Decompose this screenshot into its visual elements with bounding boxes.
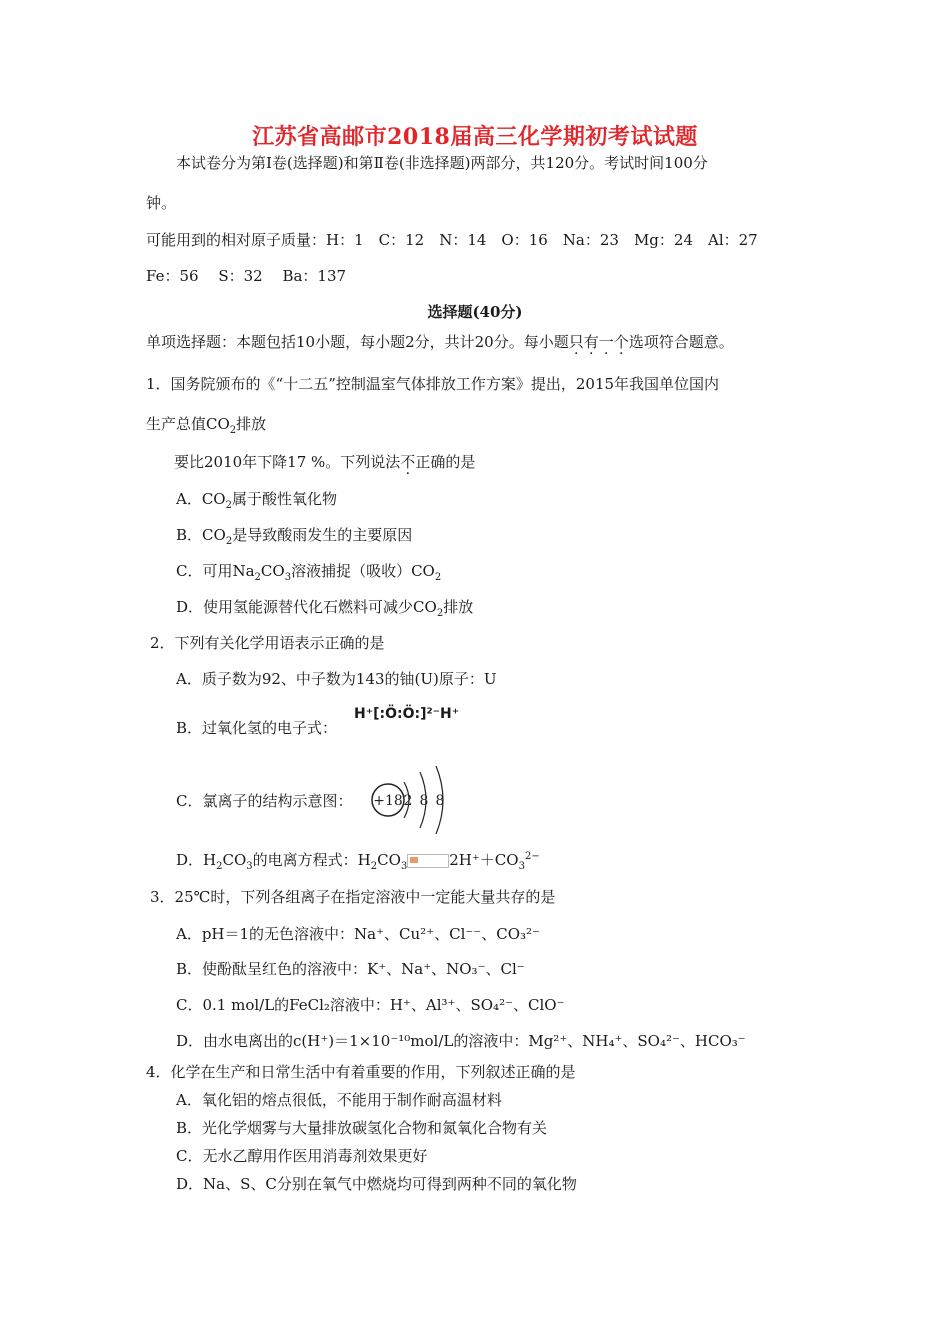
q1-option-d: D．使用氢能源替代化石燃料可减少$CO_2$排放: [176, 598, 474, 619]
q3-option-b: B．使酚酞呈红色的溶液中：K⁺、Na⁺、NO₃⁻、Cl⁻: [176, 960, 525, 978]
q2-option-c: C．氯离子的结构示意图：: [176, 792, 353, 810]
q1-stem-line-1: 1．国务院颁布的《“十二五”控制温室气体排放工作方案》提出，2015年我国单位国内: [146, 375, 720, 393]
q1-stem-line-3: 要比2010年下降17 %。下列说法不正确的是: [174, 453, 476, 471]
shell-electrons-2: 8: [419, 793, 429, 809]
q1-option-a: A．$CO_2$属于酸性氧化物: [176, 490, 337, 511]
q2-option-d: D．$H_2CO_3$的电离方程式：$H_2CO_3$ $2H^++CO_3^{2-}$: [176, 851, 540, 872]
q4-option-b: B．光化学烟雾与大量排放碳氢化合物和氮氧化合物有关: [176, 1119, 548, 1137]
q1-option-c: C．可用$Na_2CO_3$溶液捕捉（吸收）$CO_2$: [176, 562, 442, 583]
section-instruction: 单项选择题：本题包括10小题，每小题2分，共计20分。每小题只有一个选项符合题意。: [146, 333, 734, 351]
intro-line-2: 钟。: [146, 194, 177, 212]
exam-title: 江苏省高邮市2018届高三化学期初考试试题: [252, 124, 698, 150]
q4-option-c: C．无水乙醇用作医用消毒剂效果更好: [176, 1147, 428, 1165]
shell-electrons-3: 8: [435, 793, 445, 809]
equilibrium-arrow-icon: [407, 854, 449, 868]
q3-option-c: C．0.1 mol/L的FeCl₂溶液中：H⁺、Al³⁺、SO₄²⁻、ClO⁻: [176, 996, 565, 1014]
q2-stem: 2．下列有关化学用语表示正确的是: [150, 634, 385, 652]
intro-line-1: 本试卷分为第Ⅰ卷(选择题)和第Ⅱ卷(非选择题)两部分，共120分。考试时间100分: [176, 154, 708, 172]
atomic-mass-line-2: Fe：56 S：32 Ba：137: [146, 267, 347, 285]
q1-stem-line-2: 生产总值$CO_2$排放: [146, 415, 267, 436]
shell-electrons-1: 2: [403, 793, 413, 809]
q3-option-d: D．由水电离出的c(H⁺)＝1×10⁻¹⁰mol/L的溶液中：Mg²⁺、NH₄⁺、SO₄²⁻、HCO₃⁻: [176, 1032, 746, 1050]
atomic-mass-line-1: 可能用到的相对原子质量：H：1 C：12 N：14 O：16 Na：23 Mg：24 Al：27: [146, 231, 758, 249]
q4-option-a: A．氧化铝的熔点很低，不能用于制作耐高温材料: [176, 1091, 502, 1109]
chloride-ion-structure-diagram: [368, 760, 458, 836]
q1-option-b: B．$CO_2$是导致酸雨发生的主要原因: [176, 526, 413, 547]
q4-option-d: D．Na、S、C分别在氧气中燃烧均可得到两种不同的氧化物: [176, 1175, 577, 1193]
q2-option-b: B．过氧化氢的电子式：: [176, 719, 338, 737]
peroxide-electron-formula: H⁺[:Ö:Ö:]²⁻H⁺: [354, 706, 460, 722]
nucleus-charge: +18: [373, 793, 403, 809]
q2-option-a: A．质子数为92、中子数为143的铀(U)原子：U: [176, 670, 497, 688]
section-heading: 选择题(40分): [427, 303, 523, 321]
q3-option-a: A．pH＝1的无色溶液中：Na⁺、Cu²⁺、Cl⁻⁻、CO₃²⁻: [176, 925, 540, 943]
q4-stem: 4．化学在生产和日常生活中有着重要的作用，下列叙述正确的是: [146, 1063, 576, 1081]
q3-stem: 3．25℃时，下列各组离子在指定溶液中一定能大量共存的是: [150, 888, 556, 906]
